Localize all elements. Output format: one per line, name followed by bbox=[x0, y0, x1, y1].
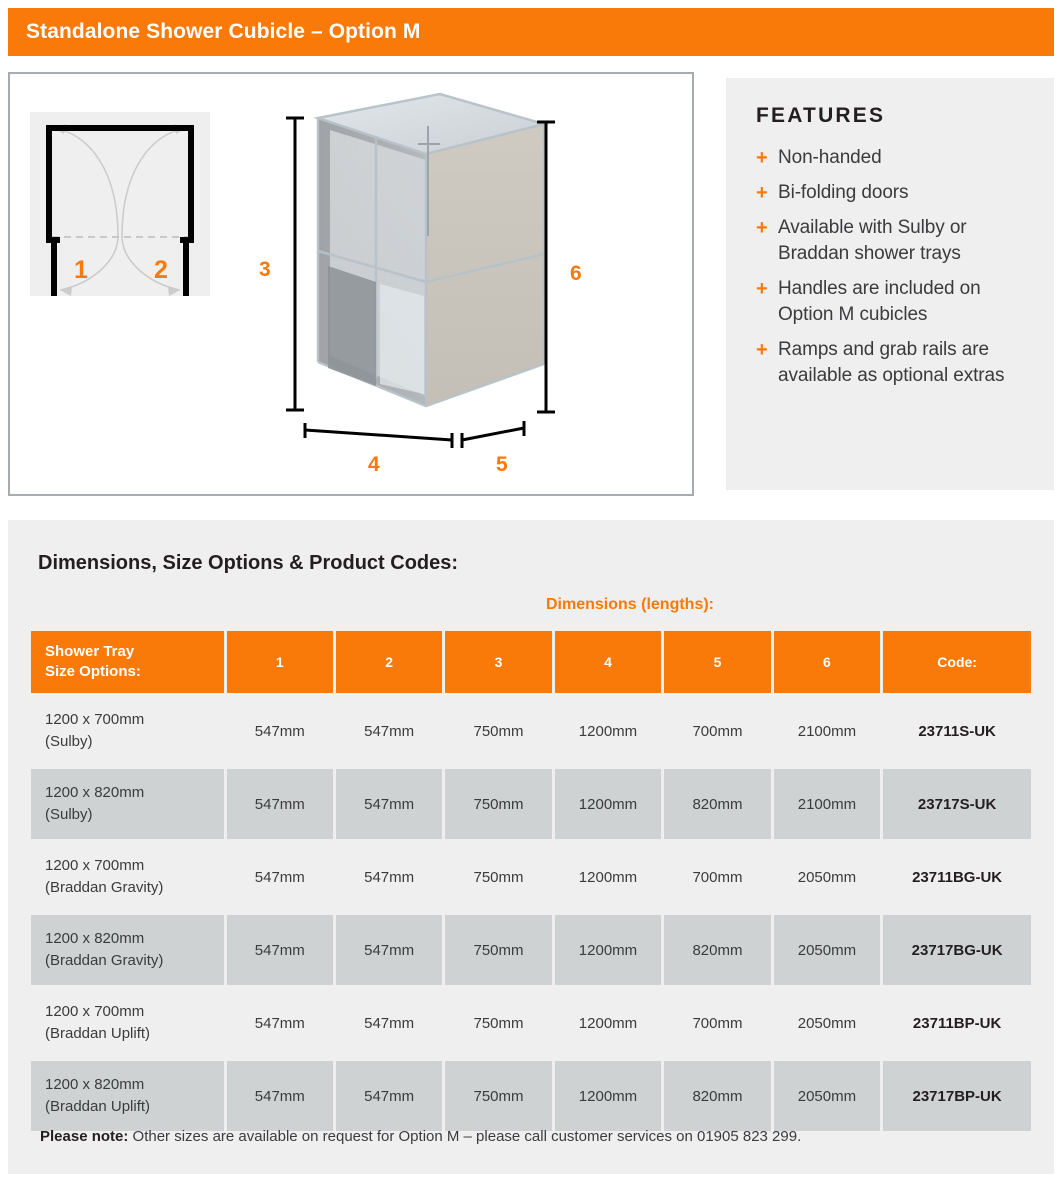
plus-icon: + bbox=[756, 217, 768, 239]
cell-size bbox=[31, 1061, 224, 1131]
column-header-4: 4 bbox=[555, 631, 662, 693]
table-row bbox=[31, 915, 1031, 985]
table-row bbox=[31, 842, 1031, 912]
cell-d2: 547mm bbox=[336, 769, 442, 839]
feature-item bbox=[756, 145, 1034, 171]
cell-d1: 547mm bbox=[227, 1061, 333, 1131]
render-label-5: 5 bbox=[496, 453, 508, 476]
feature-item bbox=[756, 276, 1034, 328]
cell-d2: 547mm bbox=[336, 915, 442, 985]
cell-d6: 2050mm bbox=[774, 1061, 881, 1131]
cell-d4: 1200mm bbox=[555, 842, 662, 912]
cell-size bbox=[31, 915, 224, 985]
feature-text: Handles are included on Option M cubicles bbox=[778, 278, 981, 325]
cell-d6: 2100mm bbox=[774, 769, 881, 839]
cell-d5: 820mm bbox=[664, 915, 770, 985]
cell-size bbox=[31, 842, 224, 912]
size-line-2: (Braddan Uplift) bbox=[45, 1025, 151, 1042]
cell-d6: 2100mm bbox=[774, 696, 881, 766]
cell-d5: 820mm bbox=[664, 769, 770, 839]
dimensions-panel bbox=[8, 520, 1054, 1174]
cell-d2: 547mm bbox=[336, 1061, 442, 1131]
cell-d2: 547mm bbox=[336, 842, 442, 912]
cell-d4: 1200mm bbox=[555, 915, 662, 985]
page-title: Standalone Shower Cubicle – Option M bbox=[26, 20, 421, 43]
cell-size bbox=[31, 696, 224, 766]
cell-d5: 820mm bbox=[664, 1061, 770, 1131]
cubicle-3d-render bbox=[300, 86, 560, 436]
cell-d3: 750mm bbox=[445, 1061, 551, 1131]
plan-label-1: 1 bbox=[74, 256, 88, 284]
cell-d4: 1200mm bbox=[555, 769, 662, 839]
cell-d5: 700mm bbox=[664, 988, 770, 1058]
plan-label-2: 2 bbox=[154, 256, 168, 284]
cell-d4: 1200mm bbox=[555, 988, 662, 1058]
cell-d2: 547mm bbox=[336, 696, 442, 766]
size-line-1: 1200 x 820mm bbox=[45, 1076, 145, 1093]
size-line-2: (Sulby) bbox=[45, 733, 93, 750]
render-label-4: 4 bbox=[368, 453, 380, 476]
cell-d5: 700mm bbox=[664, 696, 770, 766]
table-row bbox=[31, 769, 1031, 839]
section-heading: Dimensions, Size Options & Product Codes: bbox=[38, 552, 459, 574]
table-row bbox=[31, 988, 1031, 1058]
column-header-1: 1 bbox=[227, 631, 333, 693]
cell-code: 23717BP-UK bbox=[883, 1061, 1031, 1131]
column-header-size-options bbox=[31, 631, 224, 693]
dimensions-lengths-label: Dimensions (lengths): bbox=[545, 596, 714, 613]
cell-d3: 750mm bbox=[445, 842, 551, 912]
column-header-2: 2 bbox=[336, 631, 442, 693]
cell-d4: 1200mm bbox=[555, 696, 662, 766]
size-line-2: (Braddan Gravity) bbox=[45, 879, 164, 896]
cell-d3: 750mm bbox=[445, 988, 551, 1058]
page-title-bar bbox=[8, 8, 1054, 56]
floor-plan-diagram bbox=[30, 112, 210, 296]
size-line-2: (Sulby) bbox=[45, 806, 93, 823]
table-row bbox=[31, 1061, 1031, 1131]
column-header-3: 3 bbox=[445, 631, 551, 693]
size-line-2: (Braddan Uplift) bbox=[45, 1098, 151, 1115]
feature-text: Bi-folding doors bbox=[778, 182, 909, 203]
table-row bbox=[31, 696, 1031, 766]
plus-icon: + bbox=[756, 182, 768, 204]
cell-d1: 547mm bbox=[227, 769, 333, 839]
cell-d5: 700mm bbox=[664, 842, 770, 912]
feature-text: Non-handed bbox=[778, 147, 882, 168]
cell-code: 23711BP-UK bbox=[883, 988, 1031, 1058]
render-label-3: 3 bbox=[259, 258, 271, 281]
table-header-row bbox=[31, 631, 1031, 693]
footer-note bbox=[40, 1128, 801, 1145]
cell-d3: 750mm bbox=[445, 696, 551, 766]
feature-item bbox=[756, 180, 1034, 206]
size-line-1: 1200 x 820mm bbox=[45, 784, 145, 801]
size-line-1: 1200 x 700mm bbox=[45, 1003, 145, 1020]
plus-icon: + bbox=[756, 147, 768, 169]
feature-item bbox=[756, 215, 1034, 267]
product-codes-table bbox=[28, 628, 1034, 1134]
size-line-2: (Braddan Gravity) bbox=[45, 952, 164, 969]
feature-text: Available with Sulby or Braddan shower trays bbox=[778, 217, 967, 264]
features-panel bbox=[726, 78, 1054, 490]
cell-d1: 547mm bbox=[227, 696, 333, 766]
header-line-1: Shower Tray bbox=[45, 643, 135, 660]
cell-d1: 547mm bbox=[227, 988, 333, 1058]
cell-d3: 750mm bbox=[445, 915, 551, 985]
header-line-2: Size Options: bbox=[45, 663, 141, 680]
features-heading: FEATURES bbox=[756, 104, 886, 127]
column-header-6: 6 bbox=[774, 631, 881, 693]
cell-d1: 547mm bbox=[227, 915, 333, 985]
size-line-1: 1200 x 700mm bbox=[45, 711, 145, 728]
cell-d6: 2050mm bbox=[774, 988, 881, 1058]
cell-d6: 2050mm bbox=[774, 915, 881, 985]
cell-d1: 547mm bbox=[227, 842, 333, 912]
footer-note-label: Please note: bbox=[40, 1128, 129, 1145]
cell-d3: 750mm bbox=[445, 769, 551, 839]
cell-size bbox=[31, 988, 224, 1058]
plus-icon: + bbox=[756, 339, 768, 361]
render-label-6: 6 bbox=[570, 262, 582, 285]
cell-d6: 2050mm bbox=[774, 842, 881, 912]
cell-size bbox=[31, 769, 224, 839]
size-line-1: 1200 x 700mm bbox=[45, 857, 145, 874]
column-header-code: Code: bbox=[883, 631, 1031, 693]
cell-code: 23717BG-UK bbox=[883, 915, 1031, 985]
size-line-1: 1200 x 820mm bbox=[45, 930, 145, 947]
cell-d2: 547mm bbox=[336, 988, 442, 1058]
plus-icon: + bbox=[756, 278, 768, 300]
features-list bbox=[756, 145, 1034, 389]
footer-note-text: Other sizes are available on request for Option M – please call customer services on 01905 823 299. bbox=[128, 1128, 802, 1145]
cell-code: 23717S-UK bbox=[883, 769, 1031, 839]
cell-code: 23711S-UK bbox=[883, 696, 1031, 766]
feature-text: Ramps and grab rails are available as optional extras bbox=[778, 339, 1005, 386]
cell-code: 23711BG-UK bbox=[883, 842, 1031, 912]
column-header-5: 5 bbox=[664, 631, 770, 693]
feature-item bbox=[756, 337, 1034, 389]
cell-d4: 1200mm bbox=[555, 1061, 662, 1131]
